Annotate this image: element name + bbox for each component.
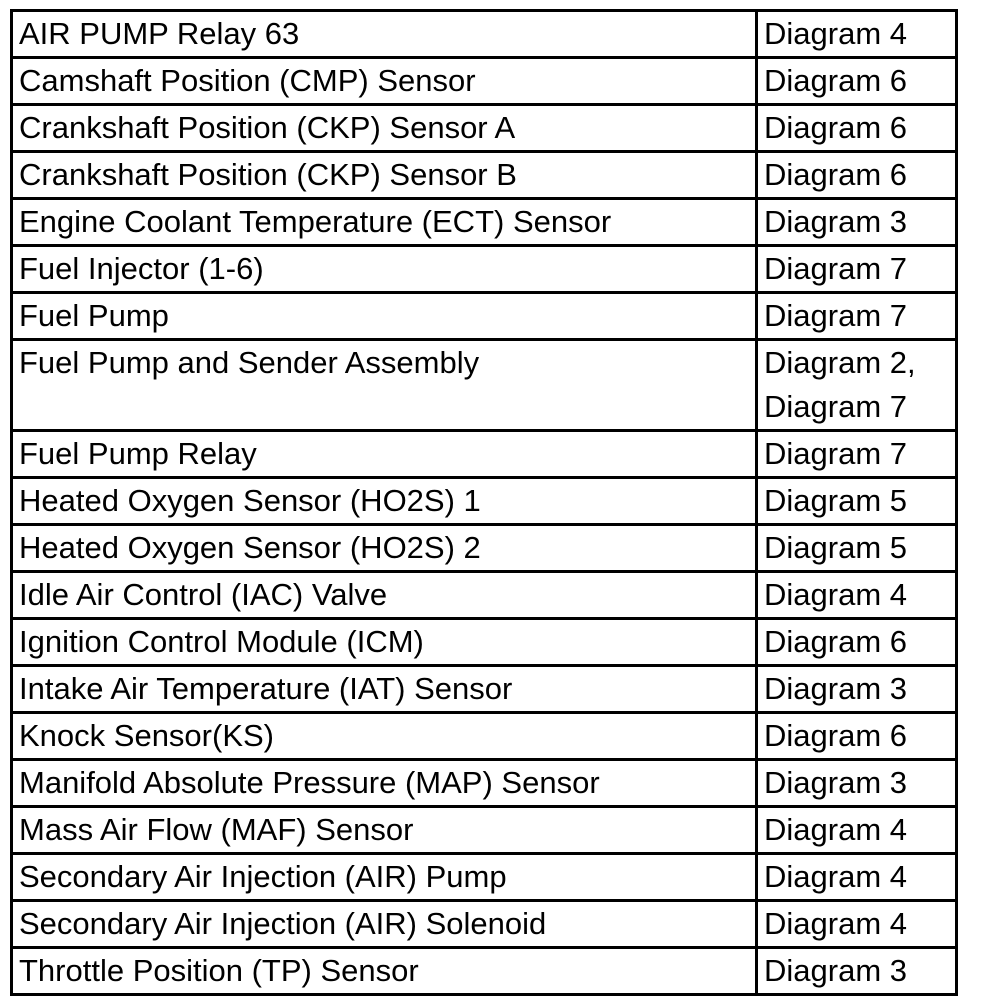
diagram-reference: Diagram 2,: [764, 345, 916, 380]
table-row: [12, 572, 957, 619]
component-name-cell: Crankshaft Position (CKP) Sensor A: [12, 105, 757, 152]
component-name-cell: Fuel Pump and Sender Assembly: [12, 340, 757, 431]
diagram-reference-cell: [757, 58, 957, 105]
table-row: [12, 760, 957, 807]
diagram-reference-cell: [757, 11, 957, 58]
table-row: [12, 246, 957, 293]
diagram-reference-cell: [757, 105, 957, 152]
diagram-reference: Diagram 3: [764, 765, 907, 800]
table-row: [12, 340, 957, 431]
table-row: [12, 619, 957, 666]
component-name-cell: Intake Air Temperature (IAT) Sensor: [12, 666, 757, 713]
diagram-reference-cell: [757, 340, 957, 431]
diagram-reference: Diagram 6: [764, 110, 907, 145]
diagram-reference: Diagram 4: [764, 577, 907, 612]
diagram-reference: Diagram 7: [764, 251, 907, 286]
component-name-cell: Knock Sensor(KS): [12, 713, 757, 760]
diagram-reference-cell: [757, 807, 957, 854]
table-row: [12, 807, 957, 854]
table-row: [12, 293, 957, 340]
table-row: [12, 58, 957, 105]
component-name-cell: Fuel Injector (1-6): [12, 246, 757, 293]
table-row: [12, 666, 957, 713]
diagram-reference: Diagram 3: [764, 953, 907, 988]
diagram-reference-cell: [757, 572, 957, 619]
diagram-reference-cell: [757, 525, 957, 572]
component-name-cell: Idle Air Control (IAC) Valve: [12, 572, 757, 619]
table-row: [12, 199, 957, 246]
component-name-cell: AIR PUMP Relay 63: [12, 11, 757, 58]
component-name-cell: Fuel Pump Relay: [12, 431, 757, 478]
component-name-cell: Throttle Position (TP) Sensor: [12, 948, 757, 995]
diagram-reference: Diagram 7: [764, 389, 907, 424]
diagram-reference-cell: [757, 293, 957, 340]
component-name-cell: Manifold Absolute Pressure (MAP) Sensor: [12, 760, 757, 807]
table-row: [12, 105, 957, 152]
diagram-reference-cell: [757, 760, 957, 807]
diagram-reference: Diagram 4: [764, 812, 907, 847]
diagram-reference-cell: [757, 152, 957, 199]
diagram-reference: Diagram 3: [764, 671, 907, 706]
diagram-reference-cell: [757, 431, 957, 478]
diagram-reference: Diagram 4: [764, 906, 907, 941]
component-name-cell: Heated Oxygen Sensor (HO2S) 1: [12, 478, 757, 525]
diagram-reference: Diagram 6: [764, 157, 907, 192]
diagram-reference: Diagram 5: [764, 483, 907, 518]
table-row: [12, 478, 957, 525]
diagram-reference-cell: [757, 666, 957, 713]
diagram-reference-cell: [757, 246, 957, 293]
diagram-reference: Diagram 6: [764, 718, 907, 753]
diagram-reference-cell: [757, 901, 957, 948]
table-row: [12, 901, 957, 948]
diagram-reference-cell: [757, 948, 957, 995]
table-body: [12, 11, 957, 995]
component-diagram-table: [10, 9, 958, 996]
component-name-cell: Fuel Pump: [12, 293, 757, 340]
diagram-reference: Diagram 7: [764, 298, 907, 333]
component-name-cell: Crankshaft Position (CKP) Sensor B: [12, 152, 757, 199]
diagram-reference: Diagram 4: [764, 16, 907, 51]
diagram-reference: Diagram 6: [764, 63, 907, 98]
table-row: [12, 431, 957, 478]
table-row: [12, 713, 957, 760]
table-row: [12, 854, 957, 901]
diagram-reference: Diagram 6: [764, 624, 907, 659]
diagram-reference-cell: [757, 854, 957, 901]
diagram-reference: Diagram 7: [764, 436, 907, 471]
diagram-reference-cell: [757, 619, 957, 666]
component-name-cell: Heated Oxygen Sensor (HO2S) 2: [12, 525, 757, 572]
table-row: [12, 11, 957, 58]
diagram-reference: Diagram 3: [764, 204, 907, 239]
diagram-reference-cell: [757, 478, 957, 525]
component-name-cell: Engine Coolant Temperature (ECT) Sensor: [12, 199, 757, 246]
table-row: [12, 948, 957, 995]
component-name-cell: Secondary Air Injection (AIR) Pump: [12, 854, 757, 901]
component-name-cell: Ignition Control Module (ICM): [12, 619, 757, 666]
table-row: [12, 525, 957, 572]
diagram-reference-cell: [757, 713, 957, 760]
diagram-reference-cell: [757, 199, 957, 246]
component-name-cell: Secondary Air Injection (AIR) Solenoid: [12, 901, 757, 948]
component-name-cell: Camshaft Position (CMP) Sensor: [12, 58, 757, 105]
table-row: [12, 152, 957, 199]
diagram-reference: Diagram 5: [764, 530, 907, 565]
component-name-cell: Mass Air Flow (MAF) Sensor: [12, 807, 757, 854]
diagram-reference: Diagram 4: [764, 859, 907, 894]
